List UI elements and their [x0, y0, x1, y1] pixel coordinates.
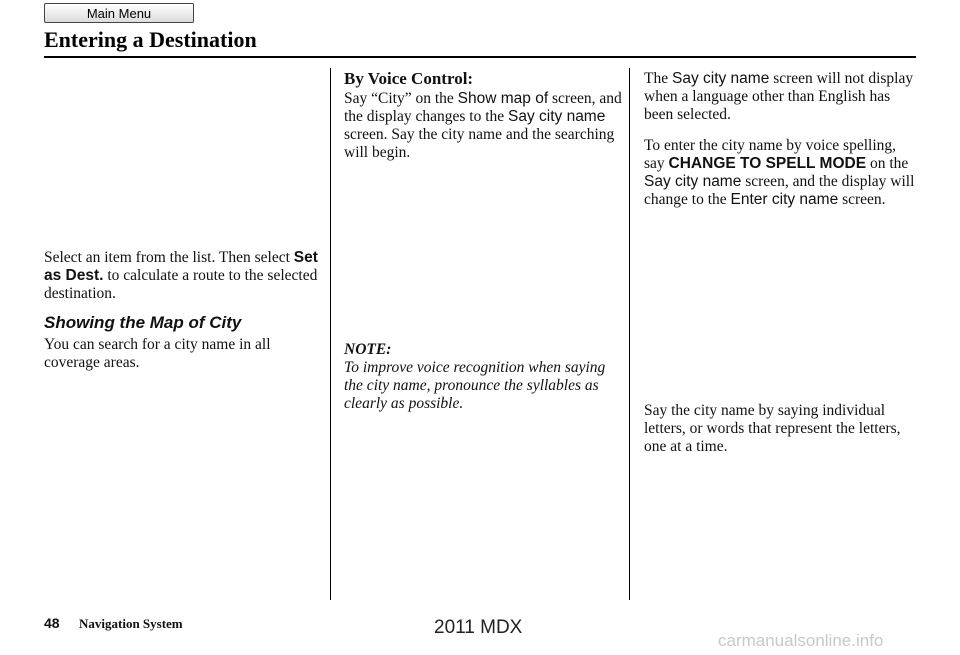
voice-command: CHANGE TO SPELL MODE	[668, 155, 867, 172]
section-paragraph: You can search for a city name in all coverage areas.	[44, 336, 271, 371]
text: screen, and the display changes to the	[344, 90, 622, 125]
page-title: Entering a Destination	[44, 27, 257, 52]
column-divider	[629, 68, 630, 600]
text: to calculate a route to the selected destination.	[44, 267, 318, 302]
footer-model: 2011 MDX	[434, 617, 523, 638]
spelling-paragraph: Say the city name by saying individual letters, or words that represent the letters, one at a time.	[644, 402, 901, 455]
screen-name: Say city name	[508, 108, 606, 125]
text: on the	[866, 155, 909, 172]
voice-control-heading: By Voice Control:	[344, 69, 474, 88]
text: Select an item from the list. Then select	[44, 249, 294, 266]
note-text: To improve voice recognition when saying the city name, pronounce the syllables as clearly as possible.	[344, 359, 606, 412]
column-divider	[330, 68, 331, 600]
language-paragraph	[644, 70, 919, 124]
text: screen. Say the city name and the searching will begin.	[344, 126, 615, 161]
page-number: 48	[44, 615, 60, 631]
instruction-paragraph	[44, 249, 324, 303]
watermark: carmanualsonline.info	[718, 631, 884, 650]
title-rule	[44, 56, 916, 58]
text: The	[644, 70, 672, 87]
text: screen will not display when a language other than English has been selected.	[644, 70, 914, 123]
section-heading: Showing the Map of City	[44, 313, 242, 332]
spell-mode-paragraph	[644, 137, 919, 209]
footer-section-name: Navigation System	[79, 616, 183, 631]
screen-name: Show map of	[457, 90, 549, 107]
voice-control-paragraph	[344, 90, 624, 162]
screen-name: Say city name	[671, 70, 770, 87]
main-menu-button[interactable]: Main Menu	[44, 3, 194, 23]
text: screen, and the display will change to the	[644, 173, 915, 208]
set-as-dest-label: Set as Dest.	[44, 249, 318, 284]
text: To enter the city name by voice spelling, say	[644, 137, 897, 172]
screen-name: Enter city name	[730, 191, 839, 208]
note-label: NOTE:	[344, 341, 392, 358]
screen-name: Say city name	[644, 173, 742, 190]
text: screen.	[838, 191, 886, 208]
text: Say “City” on the	[344, 90, 458, 107]
